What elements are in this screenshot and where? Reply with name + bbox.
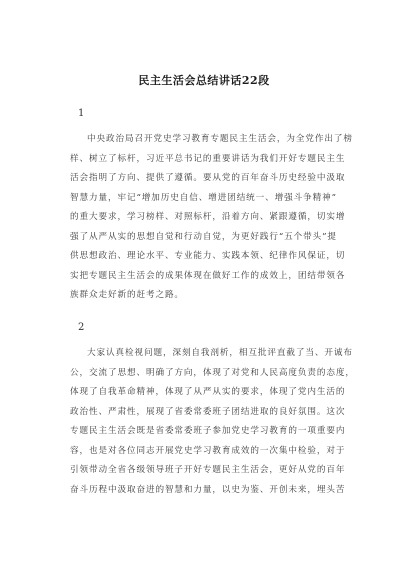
paragraph-line: 大家认真检视问题，深刻自我剖析，相互批评直截了当、开诚布: [87, 348, 353, 358]
paragraph-line: 供思想政治、理论水平、专业能力、实践本领、纪律作风保证，切: [70, 251, 346, 261]
paragraph-2: [70, 344, 360, 500]
document-title: 民主生活会总结讲话22段: [138, 74, 270, 87]
paragraph-1: [70, 130, 360, 306]
paragraph-line: 中央政治局召开党史学习教育专题民主生活会，为全党作出了榜: [87, 134, 353, 144]
paragraph-line: 奋斗历程中汲取奋进的智慧和力量，以史为鉴、开创未来，埋头苦: [70, 484, 346, 495]
paragraph-line: 活会指明了方向、提供了遵循。要从党的百年奋斗历史经验中汲取: [70, 173, 346, 183]
paragraph-line: 政治性、严肃性，展现了省委常委班子团结进取的良好氛围。这次: [70, 406, 346, 417]
paragraph-line: 专题民主生活会既是省委常委班子参加党史学习教育的一项重要内: [70, 426, 346, 436]
paragraph-line: 公，交流了思想、明确了方向，体现了对党和人民高度负责的态度，: [70, 367, 355, 378]
paragraph-line: 实把专题民主生活会的成果体现在做好工作的成效上，团结带领各: [70, 270, 346, 281]
paragraph-line: 的重大要求，学习榜样、对照标杆，沿着方向、紧跟遵循，切实增: [70, 212, 346, 222]
paragraph-line: 体现了自我革命精神，体现了从严从实的要求，体现了党内生活的: [70, 387, 346, 397]
paragraph-line: 智慧力量，牢记“增加历史自信、增进团结统一、增强斗争精神”: [70, 192, 337, 203]
paragraph-line: 强了从严从实的思想自觉和行动自觉，为更好践行“五个带头”提: [70, 231, 337, 242]
paragraph-line: 引领带动全省各级领导班子开好专题民主生活会，更好从党的百年: [70, 465, 346, 475]
paragraph-line: 族群众走好新的赶考之路。: [70, 290, 184, 300]
paragraph-line: 容，也是对各位同志开展党史学习教育成效的一次集中检验，对于: [70, 445, 346, 456]
paragraph-line: 样、树立了标杆，习近平总书记的重要讲话为我们开好专题民主生: [70, 153, 346, 164]
section-number-2: 2: [78, 322, 85, 333]
section-number-1: 1: [78, 108, 85, 119]
